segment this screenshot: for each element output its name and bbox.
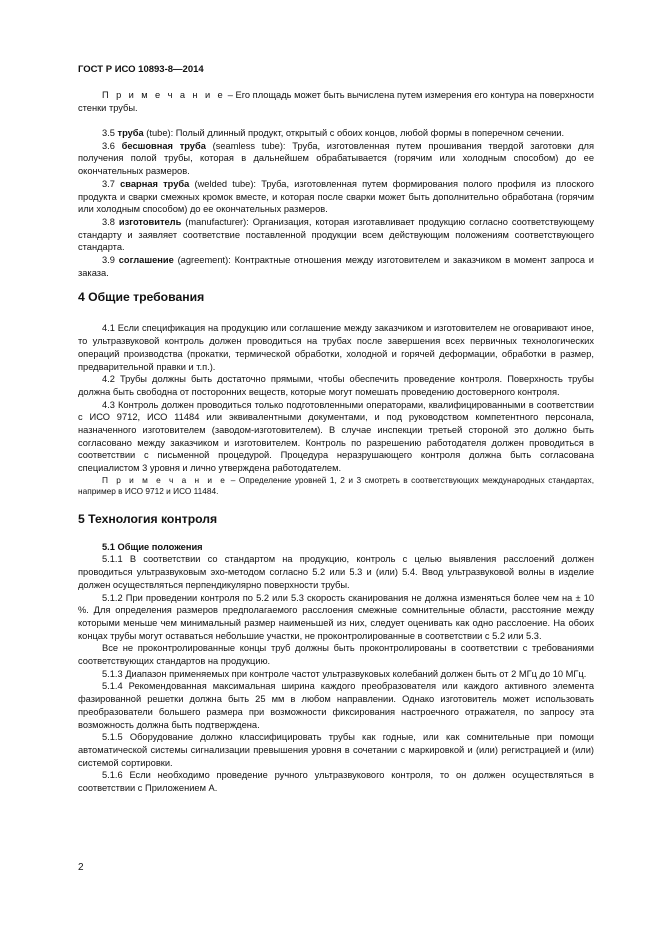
definition-term: соглашение: [118, 255, 174, 266]
paragraph-5-1-2-cont: Все не проконтролированные концы труб должны быть проконтролированы в соответствии с требованиями соответствующих стандартов на продукцию.: [78, 643, 594, 667]
definition-text: (welded tube): Труба, изготовленная путем формирования полого профиля из плоского продукта и сварки смежных кромок вместе, и которая после сварки может быть дополнительно обработана (горячим или холодным способом) до ее окончательных размеров.: [78, 178, 594, 215]
subsection-5-1-title: 5.1 Общие положения: [102, 541, 203, 552]
definition-3-8: [78, 216, 594, 254]
definition-term: сварная труба: [120, 178, 190, 189]
section-4-note: [78, 475, 594, 498]
definition-number: 3.5: [102, 128, 118, 138]
definition-text: (seamless tube): Труба, изготовленная путем прошивания твердой заготовки для получения полой трубы, которая в дальнейшем обрабатывается (горячим или холодным способом) до ее окончательных размеров.: [78, 140, 594, 177]
definition-term: бесшовная труба: [121, 140, 206, 151]
definition-term: труба: [117, 128, 144, 138]
paragraph-4-3: 4.3 Контроль должен проводиться только подготовленными операторами, квалифицированными в соответствии с ИСО 9712, ИСО 11484 или эквивалентными документами, и под руководством компетентного персонала, назначенного изготовителем (заводом-изготовителем). В случае инспекции третьей стороной это должно быть согласовано между заказчиком и изготовителем. Контроль по разрешению работодателя должен проводиться в соответствии с письменной процедурой. Процедура неразрушающего контроля должна быть согласована специалистом 3 уровня и лично утверждена работодателем.: [78, 399, 594, 474]
definition-term: изготовитель: [118, 216, 182, 227]
paragraph-5-1-4: 5.1.4 Рекомендованная максимальная ширина каждого преобразователя или каждого активного элемента фазированной решетки должна быть 25 мм в любом направлении. Однако изготовитель может использовать преобразователи большего размера при возможности фиксирования настроечного отражателя, по запросу эта возможность должна быть подтверждена.: [78, 681, 594, 730]
note-label: П р и м е ч а н и е: [102, 90, 226, 100]
definition-number: 3.9: [102, 255, 119, 266]
document-header: ГОСТ Р ИСО 10893-8—2014: [78, 64, 204, 75]
note-label: П р и м е ч а н и е: [102, 474, 228, 485]
definition-3-6: [78, 140, 594, 178]
paragraph-5-1-6: 5.1.6 Если необходимо проведение ручного ультразвукового контроля, то он должен осуществляться в соответствии с Приложением А.: [78, 770, 594, 794]
definition-text: (manufacturer): Организация, которая изготавливает продукцию согласно соответствующему стандарту и заявляет соответствие поставленной продукции всем действующим положениям соответствующего стандарта.: [78, 216, 594, 253]
section-5-title: 5 Технология контроля: [78, 511, 218, 526]
intro-note: [78, 89, 594, 114]
paragraph-5-1-1: 5.1.1 В соответствии со стандартом на продукцию, контроль с целью выявления расслоений должен проводиться ультразвуковым эхо-методом согласно 5.2 или 5.3 и (или) 5.4. Ввод ультразвуковой волны в изделие должен осуществляться перпендикулярно поверхности трубы.: [78, 554, 594, 590]
note-text: – Его площадь может быть вычислена путем измерения его контура на поверхности стенки трубы.: [78, 90, 594, 113]
paragraph-4-1: 4.1 Если спецификация на продукцию или соглашение между заказчиком и изготовителем не оговаривают иное, то ультразвуковой контроль должен проводиться на трубах после завершения всех первичных технологических операций производства (прокатки, термической обработки, холодной и горячей деформации, обработки в размер, предварительной правки и т.п.).: [78, 323, 594, 372]
paragraph-5-1-2: 5.1.2 При проведении контроля по 5.2 или 5.3 скорость сканирования не должна изменяться более чем на ± 10 %. Для определения размеров предполагаемого расслоения смежные сомнительные области, расстояние между которыми меньше чем минимальный размер наименьшей из них, следует оценивать как одно расслоение. На обоих концах трубы могут оставаться небольшие участки, не проконтролированные в соответствии с 5.2 или 5.3.: [78, 592, 594, 641]
paragraph-4-2: 4.2 Трубы должны быть достаточно прямыми, чтобы обеспечить проведение контроля. Поверхность трубы должна быть свободна от посторонних веществ, которые могут помешать проведению достоверного контроля.: [78, 374, 594, 397]
section-4-title: 4 Общие требования: [78, 290, 205, 305]
definition-number: 3.7: [102, 178, 121, 189]
page-number: 2: [78, 862, 84, 873]
definition-text: (agreement): Контрактные отношения между изготовителем и заказчиком в момент запроса и заказа.: [78, 255, 594, 278]
definition-3-5: [78, 127, 594, 140]
paragraph-5-1-5: 5.1.5 Оборудование должно классифицировать трубы как годные, или как сомнительные при помощи автоматической системы сигнализации превышения уровня в сочетании с маркировкой и (или) регистрацией и (или) системой сортировки.: [78, 732, 594, 768]
definition-number: 3.8: [102, 216, 119, 227]
paragraph-5-1-3: 5.1.3 Диапазон применяемых при контроле частот ультразвуковых колебаний должен быть от 2 МГц до 10 МГц.: [102, 668, 587, 679]
definition-3-9: [78, 254, 594, 279]
document-page: [78, 64, 594, 795]
definition-3-7: [78, 178, 594, 216]
definition-text: (tube): Полый длинный продукт, открытый с обоих концов, любой формы в поперечном сечении.: [143, 128, 565, 138]
definition-number: 3.6: [102, 140, 122, 151]
note-text: – Определение уровней 1, 2 и 3 смотреть в соответствующих международных стандартах, например в ИСО 9712 и ИСО 11484.: [78, 474, 594, 497]
spacer: [78, 114, 594, 127]
